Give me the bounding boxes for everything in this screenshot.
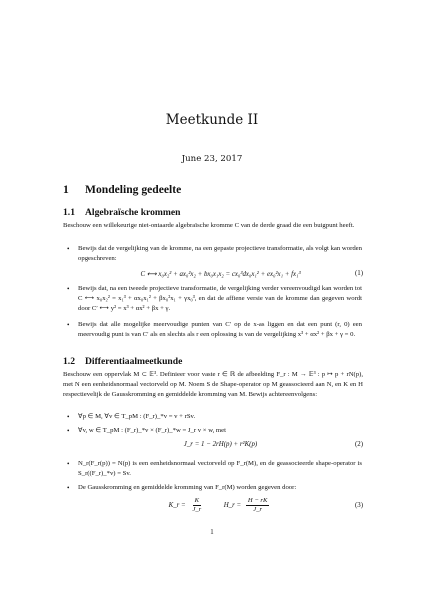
- list-item-text: Bewijs dat, na een tweede projectieve transformatie, de vergelijking verder vereenvoudigd kan worden tot C ⟷ x₀x₂² = x₁³ + αx₀x₁² + βx₀²x₁ + γx₀³, en dat de affiene versie van de kromme dan gegeven wordt door C′ ⟷ y² = x³ + αx² + βx + γ.: [78, 285, 362, 312]
- fraction-k: [190, 497, 203, 514]
- subsection-title: Algebraïsche krommen: [85, 207, 181, 218]
- list-item-1: [67, 244, 362, 264]
- fraction-numerator: H − rK: [247, 497, 268, 504]
- bullet-icon: •: [67, 484, 70, 492]
- bullet-icon: •: [67, 427, 70, 435]
- bullet-icon: •: [67, 321, 70, 329]
- section-title: Mondeling gedeelte: [85, 183, 182, 196]
- bullet-icon: •: [67, 245, 70, 253]
- document-title: Meetkunde II: [165, 112, 259, 128]
- list-item-text: N_r(F_r(p)) = N(p) is een eenheidsnormaal vectorveld op F_r(M), en de geassocieerde shape-operator is S_r((F_r)_*v) = Sv.: [78, 460, 362, 477]
- section-heading: [63, 183, 181, 196]
- paragraph-intro-surface: Beschouw een oppervlak M ⊂ 𝔼³. Definieer voor vaste r ∈ ℝ de afbeelding F_r : M → 𝔼³ : p ↦ p + rN(p), met N een eenheidsnormaal vectorveld op M. Noem S de Shape-operator op M geassocieerd aan N, en K en H respectievelijk de Gausskromming en gemiddelde kromming van M. Bewijs achtereenvolgens:: [63, 371, 363, 398]
- subsection-title: Differentiaalmeetkunde: [85, 356, 183, 367]
- fraction-denominator: J_r: [253, 506, 263, 513]
- section-number: 1: [63, 183, 69, 196]
- subsection-number: 1.2: [63, 356, 75, 367]
- equation-3-number: (3): [354, 502, 363, 509]
- list-item-text: Bewijs dat alle mogelijke meervoudige punten van C′ op de x-as liggen en dat een punt (r, 0) een meervoudig punt is van C′ als en slechts als r een oplossing is van de vergelijking x³ + αx² + βx + γ = 0.: [78, 321, 362, 338]
- equation-3-k-lhs: K_r =: [168, 502, 186, 510]
- fraction-h: [246, 497, 269, 514]
- list-item-text: De Gausskromming en gemiddelde kromming van F_r(M) worden gegeven door:: [78, 484, 297, 491]
- list-item-6: [67, 459, 362, 479]
- list-item-7: [67, 483, 362, 493]
- equation-2: J_r = 1 − 2rH(p) + r²K(p): [183, 441, 258, 448]
- equation-3: [78, 497, 363, 514]
- fraction-denominator: J_r: [192, 506, 202, 513]
- equation-1: C ⟷ x₀x₂² + ax₀²x₂ + bx₀x₁x₂ = cx₀³dx₀x₁² + ex₀²x₁ + fx₁³: [140, 271, 301, 278]
- equation-3-h-lhs: H_r =: [223, 502, 242, 510]
- paragraph-intro-curves: Beschouw een willekeurige niet-ontaarde algebraïsche kromme C van de derde graad die een buigpunt heeft.: [63, 222, 355, 229]
- list-item-3: [67, 320, 362, 340]
- fraction-numerator: K: [194, 497, 200, 504]
- list-item-5: [67, 426, 362, 436]
- list-item-4: [67, 412, 362, 422]
- bullet-icon: •: [67, 413, 70, 421]
- list-item-text: Bewijs dat de vergelijking van de kromme, na een gepaste projectieve transformatie, als volgt kan worden opgeschreven:: [78, 245, 362, 262]
- page-number: 1: [210, 529, 214, 536]
- subsection-heading-algebraic: [63, 207, 180, 218]
- equation-2-number: (2): [354, 441, 363, 448]
- equation-1-number: (1): [354, 270, 363, 277]
- bullet-icon: •: [67, 460, 70, 468]
- subsection-number: 1.1: [63, 207, 75, 218]
- list-item-text: ∀v, w ∈ T_pM : (F_r)_*v × (F_r)_*w = J_r v × w, met: [78, 427, 226, 434]
- bullet-icon: •: [67, 285, 70, 293]
- document-date: June 23, 2017: [181, 154, 243, 164]
- subsection-heading-differential: [63, 356, 182, 367]
- list-item-text: ∀p ∈ M, ∀v ∈ T_pM : (F_r)_*v = v + rSv.: [78, 413, 196, 420]
- list-item-2: [67, 284, 362, 314]
